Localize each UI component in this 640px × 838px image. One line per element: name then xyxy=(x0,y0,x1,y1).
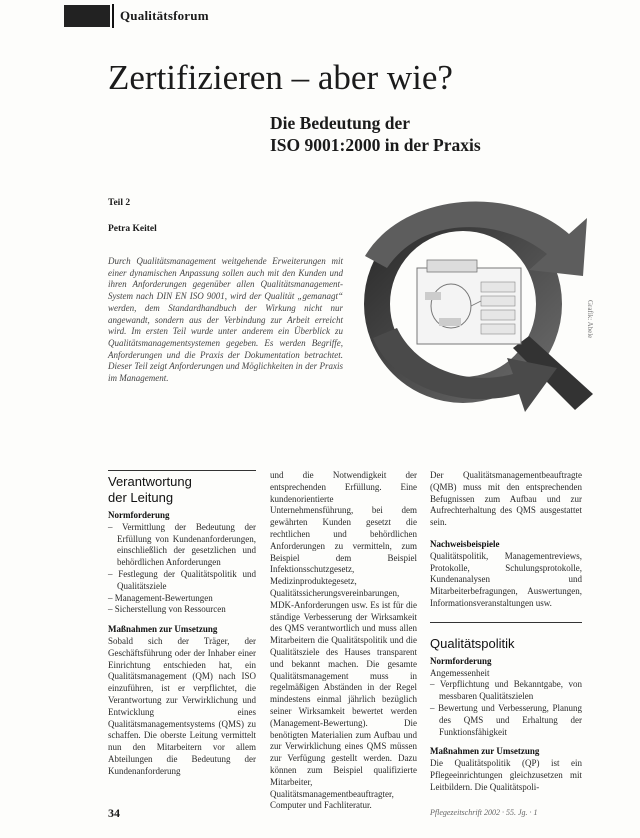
column-2 xyxy=(270,470,417,812)
cycle-figure xyxy=(343,198,601,416)
header-bar xyxy=(64,5,110,27)
column-rule xyxy=(108,470,256,471)
subtitle-line-1: Die Bedeutung der xyxy=(270,113,410,133)
measures-heading: Maßnahmen zur Umsetzung xyxy=(108,624,218,635)
body-paragraph: Qualitätspolitik, Managementreviews, Protokolle, Schulungsprotokolle, Kundenanalysen und Mitarbeiterbefragungen, Auswertungen, Informationsveranstaltungen usw. xyxy=(430,550,582,608)
section-label: Qualitätsforum xyxy=(120,8,209,23)
body-paragraph: Die Qualitätspolitik (QP) ist ein Pflegeeinrichtungen gleichzusetzen mit Leitbildern. Die Qualitätspoli- xyxy=(430,758,582,792)
figure-credit: Grafik: Abele xyxy=(586,300,594,339)
article-intro: Durch Qualitätsmanagement weitgehende Erweiterungen mit einer dynamischen Anpassung sollen auch mit den Kunden und ihren Anforderungen gegenüber allen Qualitätsmanagement-System nach DIN EN ISO 9001, wird der Qualität „gemanagt“ werden, dem Standardhandbuch der Wirkung nicht nur angewandt, sondern aus der Verbindung zur Arbeit erreicht wird. Im ersten Teil wurde unter anderem ein Überblick zu Qualitätsmanagementsystemen gegeben. Es werden Begriffe, Anforderungen und die Praxis der Dokumentation betrachtet. Dieser Teil zeigt Anforderungen und Möglichkeiten in der Praxis im Management. xyxy=(108,256,343,384)
norm-heading: Normforderung xyxy=(430,655,492,666)
list-item: – Sicherstellung von Ressourcen xyxy=(108,604,226,615)
column-3 xyxy=(430,470,582,794)
body-paragraph: Angemessenheit xyxy=(430,667,490,678)
norm-heading: Normforderung xyxy=(108,510,170,520)
header-rule xyxy=(112,4,114,28)
page-number: 34 xyxy=(108,806,120,820)
body-paragraph: Der Qualitätsmanagementbeauftragte (QMB) muss mit den entsprechenden Befugnissen zum Aufbau und zur Aufrechterhaltung des QMS ausgestattet sein. xyxy=(430,470,582,528)
body-paragraph: und die Notwendigkeit der entsprechenden Erfüllung. Eine kundenorientierte Unternehmensführung, bei dem gewährten Kunden gesetzt die rechtlichen und behördlichen Anforderungen zu vermitteln, zum Beispiel dem Beispiel Infektionsschutzgesetz, Medizinproduktegesetz, Qualitätssicherungsvereinbarungen, MDK-Anforderungen usw. Es ist für die ständige Verbesserung der Wirksamkeit des QMS verantwortlich und muss allen Mitarbeitern die Qualitätspolitik und die Qualitätsziele des Hauses transparent und bekannt machen. Die gesamte Qualitätsmanagement muss in regelmäßigen Abständen in der Regel mindestens einmal jährlich bezüglich seiner Wirksamkeit bewertet werden (Management-Bewertung). Die benötigten Materialien zum Aufbau und zur Verwirklichung eines QMS müssen zur Verfügung gestellt werden. Dazu können zum Beispiel qualifizierte Mitarbeiter, Qualitätsmanagementbeauftragter, Computer und Fachliteratur. xyxy=(270,470,417,811)
heading-leadership: Verantwortung der Leitung xyxy=(108,474,192,505)
examples-heading: Nachweisbeispiele xyxy=(430,538,500,549)
heading-quality-policy: Qualitätspolitik xyxy=(430,635,515,651)
article-author: Petra Keitel xyxy=(108,224,157,234)
list-item: – Vermittlung der Bedeutung der Erfüllung von Kundenanforderungen, einschließlich der gesetzlichen und behördlichen Anforderungen xyxy=(108,521,256,568)
measures-heading: Maßnahmen zur Umsetzung xyxy=(430,746,540,757)
list-item: – Bewertung und Verbesserung, Planung des QMS und Erhaltung der Funktionsfähigkeit xyxy=(430,702,582,737)
list-item: – Management-Bewertungen xyxy=(108,592,213,603)
subtitle-line-2: ISO 9001:2000 in der Praxis xyxy=(270,135,481,155)
article-subtitle xyxy=(270,112,481,156)
list-item: – Festlegung der Qualitätspolitik und Qualitätsziele xyxy=(108,568,256,591)
list-item: – Verpflichtung und Bekanntgabe, von messbaren Qualitätszielen xyxy=(430,679,582,702)
journal-reference: Pflegezeitschrift 2002 · 55. Jg. · 1 xyxy=(430,808,538,817)
column-1 xyxy=(108,474,256,778)
body-paragraph: Sobald sich der Träger, der Geschäftsführung oder der Inhaber einer Einrichtung entschieden hat, ein Qualitätsmanagement (QM) nach ISO einzuführen, ist er verpflichtet, die Verantwortung zur Verwirklichung und Entwicklung eines Qualitätsmanagementsystems (QMS) zu schaffen. Die oberste Leitung vermittelt nun den Mitarbeitern vor allem Abteilungen die Bedeutung der Kundenanforderung xyxy=(108,635,256,776)
article-title: Zertifizieren – aber wie? xyxy=(108,58,453,97)
article-part: Teil 2 xyxy=(108,198,131,208)
process-diagram xyxy=(417,260,521,344)
